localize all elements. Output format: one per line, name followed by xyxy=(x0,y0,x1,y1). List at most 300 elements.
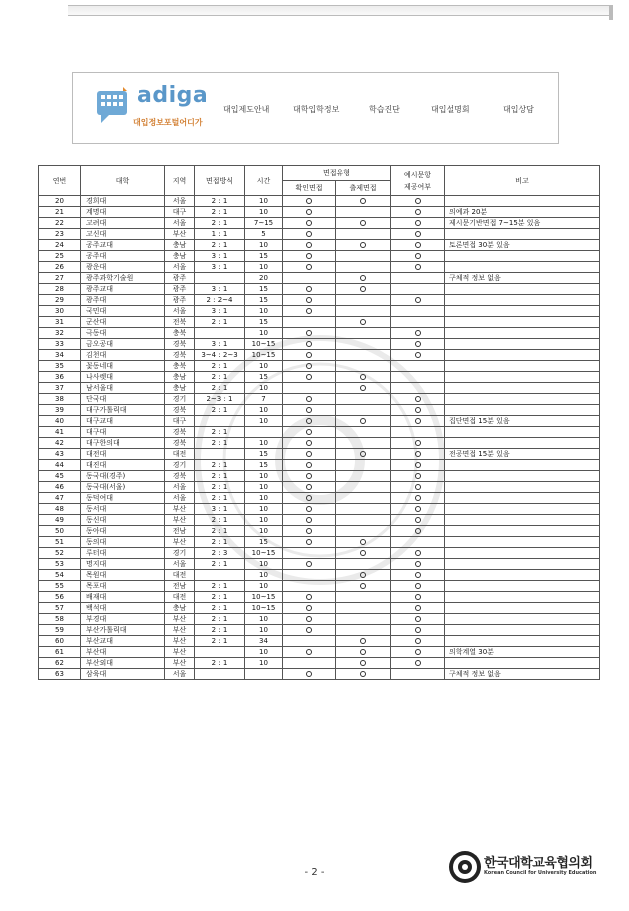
row-time: 10 xyxy=(245,625,283,636)
row-method: 2 : 1 xyxy=(195,603,245,614)
row-university: 고려대 xyxy=(81,218,165,229)
row-example-provided xyxy=(391,416,445,427)
circle-mark-icon xyxy=(415,253,421,259)
row-confirm-interview xyxy=(283,658,336,669)
row-no: 33 xyxy=(39,339,81,350)
row-method: 2 : 1 xyxy=(195,207,245,218)
circle-mark-icon xyxy=(306,627,312,633)
row-note xyxy=(445,482,600,493)
row-question-interview xyxy=(336,251,391,262)
row-confirm-interview xyxy=(283,284,336,295)
adiga-logo-subtitle: 대입정보포털어디가 xyxy=(133,118,203,127)
row-method xyxy=(195,328,245,339)
row-university: 꽃동네대 xyxy=(81,361,165,372)
circle-mark-icon xyxy=(360,638,366,644)
row-university: 대전대 xyxy=(81,449,165,460)
row-time: 10~15 xyxy=(245,548,283,559)
circle-mark-icon xyxy=(360,550,366,556)
row-no: 37 xyxy=(39,383,81,394)
row-question-interview xyxy=(336,196,391,207)
nav-admission-system[interactable]: 대입제도안내 xyxy=(223,105,270,114)
circle-mark-icon xyxy=(415,484,421,490)
row-confirm-interview xyxy=(283,416,336,427)
table-row xyxy=(39,493,600,504)
row-note xyxy=(445,471,600,482)
table-row xyxy=(39,339,600,350)
circle-mark-icon xyxy=(306,616,312,622)
circle-mark-icon xyxy=(306,451,312,457)
row-method: 2 : 1 xyxy=(195,471,245,482)
row-confirm-interview xyxy=(283,427,336,438)
row-time: 10 xyxy=(245,438,283,449)
row-example-provided xyxy=(391,251,445,262)
nav-study-diagnosis[interactable]: 학습진단 xyxy=(369,105,400,114)
row-time: 15 xyxy=(245,460,283,471)
row-note xyxy=(445,405,600,416)
table-row xyxy=(39,581,600,592)
row-confirm-interview xyxy=(283,273,336,284)
row-note xyxy=(445,229,600,240)
row-note: 의학계열 30분 xyxy=(445,647,600,658)
table-row xyxy=(39,614,600,625)
row-method: 2 : 2~4 xyxy=(195,295,245,306)
row-example-provided xyxy=(391,504,445,515)
circle-mark-icon xyxy=(306,495,312,501)
row-region: 서울 xyxy=(165,218,195,229)
adiga-banner[interactable] xyxy=(72,72,559,144)
row-confirm-interview xyxy=(283,625,336,636)
row-university: 부산외대 xyxy=(81,658,165,669)
row-method xyxy=(195,449,245,460)
circle-mark-icon xyxy=(306,330,312,336)
table-row xyxy=(39,383,600,394)
circle-mark-icon xyxy=(306,649,312,655)
circle-mark-icon xyxy=(360,671,366,677)
row-no: 63 xyxy=(39,669,81,680)
row-method xyxy=(195,570,245,581)
row-region: 부산 xyxy=(165,614,195,625)
circle-mark-icon xyxy=(306,198,312,204)
row-time: 10 xyxy=(245,361,283,372)
row-region: 광주 xyxy=(165,284,195,295)
row-method: 2~3 : 1 xyxy=(195,394,245,405)
row-university: 대구한의대 xyxy=(81,438,165,449)
circle-mark-icon xyxy=(415,198,421,204)
row-university: 공주대 xyxy=(81,251,165,262)
row-note xyxy=(445,361,600,372)
row-region: 서울 xyxy=(165,559,195,570)
circle-mark-icon xyxy=(360,649,366,655)
row-example-provided xyxy=(391,295,445,306)
row-time: 10 xyxy=(245,471,283,482)
row-method: 2 : 1 xyxy=(195,658,245,669)
row-question-interview xyxy=(336,482,391,493)
row-region: 광주 xyxy=(165,273,195,284)
row-no: 30 xyxy=(39,306,81,317)
row-question-interview xyxy=(336,350,391,361)
row-no: 32 xyxy=(39,328,81,339)
row-method xyxy=(195,669,245,680)
table-row xyxy=(39,251,600,262)
row-time: 15 xyxy=(245,537,283,548)
row-confirm-interview xyxy=(283,372,336,383)
row-time: 10 xyxy=(245,515,283,526)
row-region: 경기 xyxy=(165,460,195,471)
table-row xyxy=(39,471,600,482)
row-method: 2 : 1 xyxy=(195,383,245,394)
row-method: 2 : 1 xyxy=(195,240,245,251)
row-time: 10 xyxy=(245,647,283,658)
row-confirm-interview xyxy=(283,493,336,504)
row-time: 10 xyxy=(245,493,283,504)
circle-mark-icon xyxy=(415,594,421,600)
row-example-provided xyxy=(391,372,445,383)
row-time: 15 xyxy=(245,295,283,306)
circle-mark-icon xyxy=(360,539,366,545)
row-university: 남서울대 xyxy=(81,383,165,394)
row-no: 59 xyxy=(39,625,81,636)
row-confirm-interview xyxy=(283,405,336,416)
row-no: 28 xyxy=(39,284,81,295)
row-region: 서울 xyxy=(165,196,195,207)
row-no: 51 xyxy=(39,537,81,548)
row-no: 50 xyxy=(39,526,81,537)
row-no: 38 xyxy=(39,394,81,405)
table-row xyxy=(39,405,600,416)
row-note xyxy=(445,570,600,581)
row-no: 39 xyxy=(39,405,81,416)
page-number: - 2 - xyxy=(304,867,325,878)
kcue-name: 한국대학교육협의회 xyxy=(484,856,593,871)
row-method: 2 : 1 xyxy=(195,372,245,383)
row-example-provided xyxy=(391,405,445,416)
row-region: 충남 xyxy=(165,251,195,262)
row-region: 부산 xyxy=(165,658,195,669)
row-confirm-interview xyxy=(283,218,336,229)
table-row xyxy=(39,328,600,339)
circle-mark-icon xyxy=(306,308,312,314)
adiga-logo-text: adiga xyxy=(137,83,209,108)
row-note xyxy=(445,526,600,537)
row-method: 2 : 1 xyxy=(195,537,245,548)
row-example-provided xyxy=(391,328,445,339)
row-university: 나사렛대 xyxy=(81,372,165,383)
row-example-provided xyxy=(391,207,445,218)
row-region: 서울 xyxy=(165,306,195,317)
row-note xyxy=(445,625,600,636)
row-method: 2 : 1 xyxy=(195,482,245,493)
row-example-provided xyxy=(391,548,445,559)
row-question-interview xyxy=(336,471,391,482)
row-question-interview xyxy=(336,284,391,295)
row-university: 대진대 xyxy=(81,460,165,471)
row-method: 3 : 1 xyxy=(195,262,245,273)
row-time: 10~15 xyxy=(245,350,283,361)
row-no: 40 xyxy=(39,416,81,427)
row-university: 계명대 xyxy=(81,207,165,218)
row-question-interview xyxy=(336,394,391,405)
header-university: 대학 xyxy=(81,166,165,196)
row-confirm-interview xyxy=(283,317,336,328)
circle-mark-icon xyxy=(415,605,421,611)
row-example-provided xyxy=(391,658,445,669)
row-note xyxy=(445,196,600,207)
row-time: 10~15 xyxy=(245,339,283,350)
row-region: 경북 xyxy=(165,339,195,350)
row-time: 15 xyxy=(245,372,283,383)
row-confirm-interview xyxy=(283,361,336,372)
row-confirm-interview xyxy=(283,262,336,273)
row-question-interview xyxy=(336,306,391,317)
row-region: 부산 xyxy=(165,625,195,636)
row-note: 구체적 정보 없음 xyxy=(445,273,600,284)
row-example-provided xyxy=(391,262,445,273)
row-example-provided xyxy=(391,669,445,680)
row-example-provided xyxy=(391,493,445,504)
row-question-interview xyxy=(336,240,391,251)
row-question-interview xyxy=(336,647,391,658)
row-note: 제시문기반면접 7~15분 있음 xyxy=(445,218,600,229)
row-no: 48 xyxy=(39,504,81,515)
row-confirm-interview xyxy=(283,559,336,570)
row-university: 대구대 xyxy=(81,427,165,438)
row-confirm-interview xyxy=(283,339,336,350)
row-university: 고신대 xyxy=(81,229,165,240)
circle-mark-icon xyxy=(306,418,312,424)
row-time: 10 xyxy=(245,526,283,537)
circle-mark-icon xyxy=(360,275,366,281)
row-method: 2 : 1 xyxy=(195,515,245,526)
row-confirm-interview xyxy=(283,350,336,361)
row-no: 43 xyxy=(39,449,81,460)
table-row xyxy=(39,295,600,306)
row-note xyxy=(445,581,600,592)
row-region: 경북 xyxy=(165,471,195,482)
row-region: 충남 xyxy=(165,240,195,251)
row-time: 10 xyxy=(245,207,283,218)
table-row xyxy=(39,438,600,449)
table-row xyxy=(39,361,600,372)
row-no: 61 xyxy=(39,647,81,658)
row-university: 동서대 xyxy=(81,504,165,515)
row-question-interview xyxy=(336,570,391,581)
circle-mark-icon xyxy=(415,220,421,226)
row-method: 2 : 1 xyxy=(195,196,245,207)
header-method: 면접방식 xyxy=(195,166,245,196)
row-note xyxy=(445,251,600,262)
row-university: 동덕여대 xyxy=(81,493,165,504)
header-interview-type: 면접유형 xyxy=(283,166,391,181)
row-region: 전남 xyxy=(165,526,195,537)
circle-mark-icon xyxy=(306,671,312,677)
nav-briefing[interactable]: 대입설명회 xyxy=(431,105,470,114)
row-region: 서울 xyxy=(165,482,195,493)
row-region: 경북 xyxy=(165,350,195,361)
row-time: 10 xyxy=(245,482,283,493)
nav-university-info[interactable]: 대학입학정보 xyxy=(293,105,340,114)
row-no: 58 xyxy=(39,614,81,625)
row-note xyxy=(445,658,600,669)
row-region: 충북 xyxy=(165,328,195,339)
table-row xyxy=(39,240,600,251)
row-confirm-interview xyxy=(283,548,336,559)
row-question-interview xyxy=(336,383,391,394)
row-note xyxy=(445,394,600,405)
circle-mark-icon xyxy=(415,627,421,633)
row-university: 삼육대 xyxy=(81,669,165,680)
row-question-interview xyxy=(336,559,391,570)
row-example-provided xyxy=(391,438,445,449)
table-row xyxy=(39,537,600,548)
row-note xyxy=(445,328,600,339)
circle-mark-icon xyxy=(360,198,366,204)
row-question-interview xyxy=(336,669,391,680)
row-university: 극동대 xyxy=(81,328,165,339)
row-no: 42 xyxy=(39,438,81,449)
row-example-provided xyxy=(391,229,445,240)
row-university: 동국대(서울) xyxy=(81,482,165,493)
circle-mark-icon xyxy=(360,583,366,589)
row-time: 10 xyxy=(245,416,283,427)
row-note: 의예과 20분 xyxy=(445,207,600,218)
row-university: 동의대 xyxy=(81,537,165,548)
header-no: 연번 xyxy=(39,166,81,196)
row-method: 2 : 1 xyxy=(195,636,245,647)
row-region: 서울 xyxy=(165,669,195,680)
circle-mark-icon xyxy=(415,396,421,402)
row-example-provided xyxy=(391,636,445,647)
row-note xyxy=(445,493,600,504)
row-question-interview xyxy=(336,438,391,449)
row-confirm-interview xyxy=(283,460,336,471)
nav-consultation[interactable]: 대입상담 xyxy=(503,105,534,114)
row-confirm-interview xyxy=(283,526,336,537)
row-question-interview xyxy=(336,218,391,229)
row-note xyxy=(445,438,600,449)
row-no: 55 xyxy=(39,581,81,592)
row-university: 배재대 xyxy=(81,592,165,603)
row-no: 21 xyxy=(39,207,81,218)
circle-mark-icon xyxy=(306,429,312,435)
row-region: 경북 xyxy=(165,405,195,416)
row-confirm-interview xyxy=(283,438,336,449)
table-row xyxy=(39,427,600,438)
circle-mark-icon xyxy=(415,561,421,567)
circle-mark-icon xyxy=(306,605,312,611)
row-region: 대전 xyxy=(165,449,195,460)
row-time xyxy=(245,669,283,680)
row-method: 2 : 1 xyxy=(195,581,245,592)
row-university: 루터대 xyxy=(81,548,165,559)
row-question-interview xyxy=(336,658,391,669)
row-confirm-interview xyxy=(283,394,336,405)
circle-mark-icon xyxy=(306,253,312,259)
row-question-interview xyxy=(336,273,391,284)
circle-mark-icon xyxy=(306,231,312,237)
table-row xyxy=(39,592,600,603)
header-region: 지역 xyxy=(165,166,195,196)
circle-mark-icon xyxy=(306,462,312,468)
header-example xyxy=(391,166,445,196)
row-no: 26 xyxy=(39,262,81,273)
row-university: 군산대 xyxy=(81,317,165,328)
circle-mark-icon xyxy=(360,660,366,666)
row-time: 10 xyxy=(245,658,283,669)
row-region: 전남 xyxy=(165,581,195,592)
table-row xyxy=(39,559,600,570)
row-note xyxy=(445,372,600,383)
circle-mark-icon xyxy=(306,396,312,402)
row-region: 광주 xyxy=(165,295,195,306)
row-time: 10 xyxy=(245,383,283,394)
row-note xyxy=(445,504,600,515)
row-no: 56 xyxy=(39,592,81,603)
circle-mark-icon xyxy=(306,341,312,347)
header-example-line2: 제공여부 xyxy=(403,182,432,191)
circle-mark-icon xyxy=(360,385,366,391)
row-example-provided xyxy=(391,614,445,625)
row-example-provided xyxy=(391,515,445,526)
table-row xyxy=(39,647,600,658)
row-time: 10 xyxy=(245,196,283,207)
row-example-provided xyxy=(391,339,445,350)
row-example-provided xyxy=(391,592,445,603)
table-row xyxy=(39,416,600,427)
row-time: 34 xyxy=(245,636,283,647)
row-note xyxy=(445,317,600,328)
table-row xyxy=(39,218,600,229)
row-no: 29 xyxy=(39,295,81,306)
row-region: 부산 xyxy=(165,636,195,647)
row-question-interview xyxy=(336,460,391,471)
circle-mark-icon xyxy=(415,572,421,578)
circle-mark-icon xyxy=(360,286,366,292)
row-university: 광운대 xyxy=(81,262,165,273)
row-time: 10 xyxy=(245,240,283,251)
row-region: 부산 xyxy=(165,504,195,515)
table-row xyxy=(39,317,600,328)
row-method xyxy=(195,273,245,284)
row-region: 서울 xyxy=(165,493,195,504)
table-row xyxy=(39,636,600,647)
row-note xyxy=(445,614,600,625)
row-question-interview xyxy=(336,515,391,526)
row-example-provided xyxy=(391,196,445,207)
row-note xyxy=(445,559,600,570)
row-no: 27 xyxy=(39,273,81,284)
row-example-provided xyxy=(391,427,445,438)
row-example-provided xyxy=(391,603,445,614)
row-note xyxy=(445,603,600,614)
row-method xyxy=(195,416,245,427)
row-example-provided xyxy=(391,361,445,372)
row-note xyxy=(445,460,600,471)
row-confirm-interview xyxy=(283,592,336,603)
row-no: 53 xyxy=(39,559,81,570)
row-confirm-interview xyxy=(283,383,336,394)
circle-mark-icon xyxy=(306,440,312,446)
row-example-provided xyxy=(391,625,445,636)
row-confirm-interview xyxy=(283,581,336,592)
row-note xyxy=(445,350,600,361)
row-time: 10 xyxy=(245,328,283,339)
row-confirm-interview xyxy=(283,636,336,647)
circle-mark-icon xyxy=(306,286,312,292)
row-university: 광주과학기술원 xyxy=(81,273,165,284)
circle-mark-icon xyxy=(306,528,312,534)
table-row xyxy=(39,273,600,284)
header-note: 비고 xyxy=(445,166,600,196)
